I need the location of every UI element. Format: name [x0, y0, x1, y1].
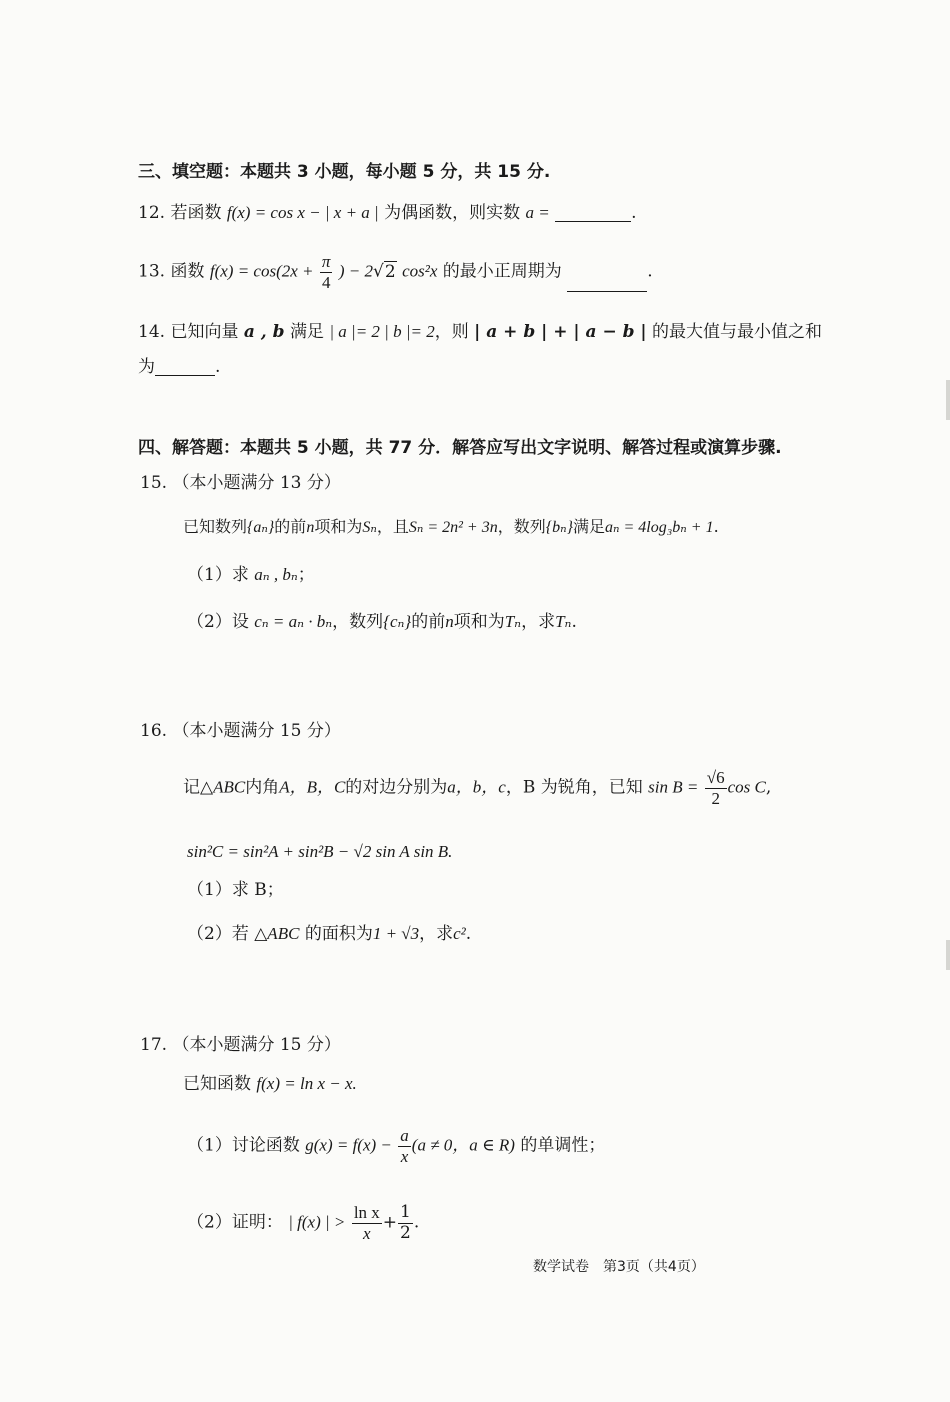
q17-part2-frac2-num: 1 [400, 1202, 411, 1222]
q17-part1-expr: g(x) = f(x) − [305, 1135, 392, 1155]
question-15-part-1 [187, 566, 315, 584]
q16-stem1: 记 [183, 777, 200, 798]
q16-number: 16. [140, 721, 168, 741]
q17-part1-label: （1）讨论函数 [187, 1135, 300, 1156]
q13-number: 13. [138, 261, 166, 282]
q14-text3: 的最大值与最小值之和 [652, 322, 823, 342]
q16-score: （本小题满分 15 分） [172, 721, 341, 741]
q15-number: 15. [140, 473, 168, 493]
q16-sides: a，b，c [447, 777, 506, 797]
question-17-part-2 [187, 1203, 419, 1243]
q13-rhs: ) − 2 [338, 261, 373, 281]
q15-seq-a: {aₙ} [247, 519, 275, 536]
page-footer: 数学试卷 第3页（共4页） [533, 1259, 705, 1275]
q17-score: （本小题满分 15 分） [172, 1035, 341, 1055]
q14-cond-text: 满足 [289, 322, 324, 342]
q15-part2-text: ，数列 [332, 612, 384, 632]
q15-n: n [306, 519, 315, 536]
q13-fraction [320, 252, 333, 292]
q14-answer-blank [155, 361, 215, 376]
q12-var: a = [525, 203, 550, 222]
question-14-line2 [138, 359, 220, 376]
q17-part1-text: 的单调性； [520, 1135, 606, 1156]
q15-sn: Sₙ [362, 519, 377, 536]
q17-part2-frac1-num: ln x [353, 1203, 380, 1222]
q13-frac-num: π [321, 252, 331, 271]
q16-part2-text: 的面积为 [304, 924, 373, 944]
q13-frac-den: 4 [321, 272, 331, 292]
scan-edge-mark [946, 940, 950, 970]
q17-part2-plus: + [382, 1212, 398, 1233]
question-15-stem: 已知数列{aₙ}的前n项和为Sₙ，且Sₙ = 2n² + 3n，数列{bₙ}满足aₙ = 4log₃bₙ + 1. [183, 517, 719, 536]
q14-text1: 已知向量 [170, 322, 239, 342]
q15-part2-end: . [571, 612, 577, 632]
q16-stem3: 的对边分别为 [345, 777, 448, 798]
q13-text1: 函数 [170, 261, 205, 282]
q13-end: . [647, 261, 653, 282]
q17-part2-frac1-den: x [363, 1223, 371, 1243]
q14-vectors: a , b [243, 322, 285, 342]
q15-part2-text2: 的前 [411, 612, 446, 632]
q14-expression: | a + b | + | a − b | [474, 322, 647, 342]
q15-part2-seq: {cₙ} [383, 612, 412, 631]
q14-number: 14. [138, 322, 166, 342]
q15-part2-text4: ，求 [521, 612, 556, 632]
q15-seq-b: {bₙ} [545, 519, 573, 536]
q16-frac-num: √6 [706, 768, 725, 787]
q15-part2-t: Tₙ [504, 612, 522, 631]
question-16-stem: 记△ABC内角A，B，C的对边分别为a，b，c，B 为锐角，已知 sin B = $\frac{√6}{2}$ cos C, [183, 768, 772, 808]
q13-answer-blank [567, 277, 647, 292]
q13-sqrt-arg: 2 [384, 261, 396, 282]
q14-text2: ，则 [434, 322, 469, 342]
q15-stem-d: ，且 [376, 517, 409, 536]
q12-number: 12. [138, 203, 166, 223]
q15-part1-end: ； [297, 565, 315, 585]
q15-part1-expr: aₙ , bₙ [254, 565, 298, 584]
q16-part2-area: 1 + √3 [372, 924, 420, 943]
q16-part2-label: （2）若 [187, 924, 249, 944]
question-16-part-1: （1）求 B； [187, 880, 284, 900]
section-3-header: 三、填空题：本题共 3 小题，每小题 5 分，共 15 分. [138, 162, 551, 182]
q13-lhs: f(x) = cos(2x + [209, 261, 314, 281]
q15-stem-c: 项和为 [314, 517, 363, 536]
q16-stem4: ，B 为锐角，已知 [505, 777, 643, 798]
question-13: 13. 函数 f(x) = cos(2x + $\frac{\pi}{4}$ ) − 2√2 cos²x 的最小正周期为 . [138, 252, 653, 292]
q16-triangle: △ABC [200, 777, 246, 797]
question-17-part-1 [187, 1126, 605, 1166]
q12-answer-blank [555, 207, 631, 222]
q14-end: . [215, 357, 221, 377]
q17-part1-fraction [398, 1126, 411, 1166]
q16-sinb: sin B = [648, 777, 699, 797]
q13-text2: 的最小正周期为 [442, 261, 562, 282]
q15-stem-f: 满足 [573, 517, 606, 536]
q17-part2-frac2-den: 2 [400, 1222, 411, 1243]
q13-tail: cos²x [402, 261, 438, 281]
q16-fraction [705, 768, 727, 808]
q16-cosc: cos C [727, 777, 766, 797]
q17-stem: 已知函数 [183, 1074, 251, 1094]
q17-part1-frac-num: a [400, 1126, 409, 1145]
q14-line2: 为 [138, 357, 155, 377]
q16-part2-end: . [465, 924, 472, 944]
q12-expr: f(x) = cos x − | x + a | [226, 203, 379, 222]
q15-part2-label: （2）设 [187, 612, 249, 632]
q17-part1-condition: (a ≠ 0，a ∈ R) [411, 1135, 515, 1155]
q16-part2-text2: ，求 [419, 924, 454, 944]
q17-part2-fraction-2 [398, 1203, 413, 1243]
q15-part1-label: （1）求 [187, 565, 249, 585]
question-12 [138, 204, 637, 222]
q15-score: （本小题满分 13 分） [172, 473, 341, 493]
q15-part2-text3: 项和为 [453, 612, 505, 632]
q16-part2-triangle: △ABC [254, 924, 300, 943]
q17-part2-label: （2）证明： [187, 1212, 283, 1233]
question-17-heading [140, 1037, 341, 1054]
q15-s-formula: Sₙ = 2n² + 3n [408, 519, 498, 536]
q12-end: . [631, 203, 637, 223]
question-15-heading [140, 475, 341, 492]
q12-text1: 若函数 [170, 203, 222, 223]
q14-condition: | a |= 2 | b |= 2 [329, 322, 435, 341]
question-14 [138, 323, 822, 341]
q17-part2-end: . [413, 1212, 420, 1233]
scan-edge-mark [946, 380, 950, 420]
q17-part2-fraction-1 [352, 1203, 382, 1243]
q15-part2-t2: Tₙ [555, 612, 572, 631]
q15-stem-b: 的前 [274, 517, 307, 536]
q17-number: 17. [140, 1035, 168, 1055]
question-16-equation: sin²C = sin²A + sin²B − √2 sin A sin B. [187, 842, 453, 861]
question-15-part-2 [187, 613, 577, 631]
q15-part2-expr: cₙ = aₙ · bₙ [254, 612, 333, 631]
q15-a-formula: aₙ = 4log₃bₙ + 1 [605, 519, 714, 536]
question-16-heading [140, 723, 341, 740]
q12-text2: 为偶函数，则实数 [384, 203, 521, 223]
q15-stem-a: 已知数列 [183, 517, 248, 536]
q16-frac-den: 2 [711, 788, 720, 808]
q17-part2-lhs: | f(x) | > [288, 1212, 346, 1232]
q16-stem2: 内角 [245, 777, 280, 798]
q17-fx: f(x) = ln x − x. [256, 1074, 357, 1093]
q16-angles: A，B，C [279, 777, 346, 797]
section-4-header: 四、解答题：本题共 5 小题，共 77 分．解答应写出文字说明、解答过程或演算步骤. [138, 438, 782, 458]
q15-part2-n: n [445, 612, 454, 631]
q15-stem-e: ，数列 [497, 517, 546, 536]
q17-part1-frac-den: x [400, 1146, 409, 1166]
question-17-stem [183, 1075, 357, 1093]
q16-part2-c: c² [453, 924, 466, 943]
question-16-part-2 [187, 925, 471, 943]
